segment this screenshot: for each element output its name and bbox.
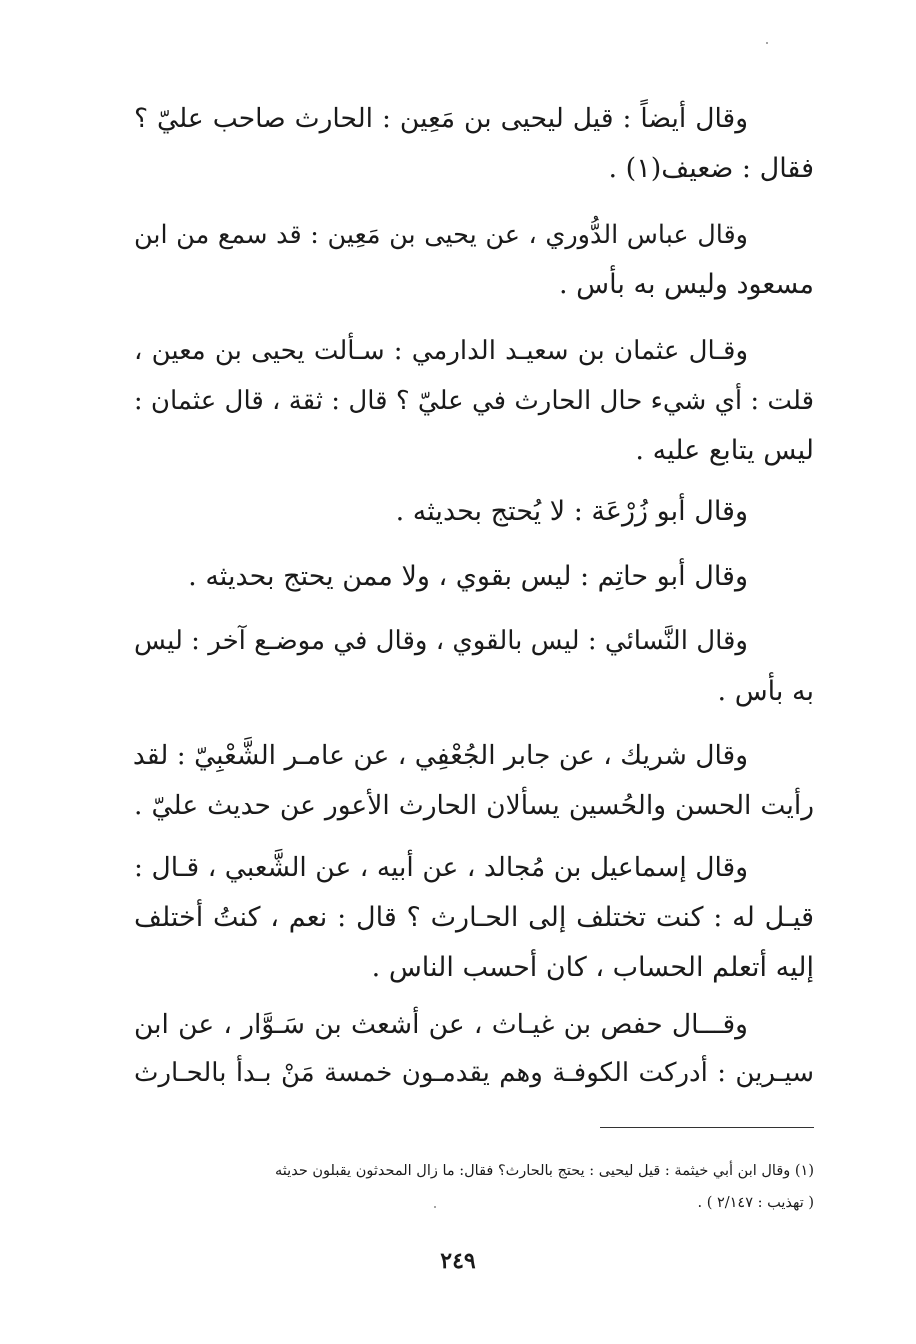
text-line: وقال إسماعيل بن مُجالد ، عن أبيه ، عن الشَّعبي ، قـال : (134, 852, 748, 883)
scan-speck (766, 42, 768, 44)
text-line: فقال : ضعيف(١) . (608, 153, 814, 184)
footnote-line: ( تهذيب : ٢/١٤٧ ) . (697, 1195, 814, 1211)
page-number: ٢٤٩ (440, 1248, 476, 1274)
text-line: وقال عباس الدُّوري ، عن يحيى بن مَعِين : قد سمع من ابن (134, 220, 748, 250)
footnote-separator (600, 1127, 814, 1128)
text-line: وقـــال حفص بن غيـاث ، عن أشعث بن سَـوَّار ، عن ابن (134, 1009, 748, 1040)
text-line: ليس يتابع عليه . (635, 435, 814, 466)
footnote-line: (١) وقال ابن أبي خيثمة : قيل ليحيى : يحتج بالحارث؟ فقال: ما زال المحدثون يقبلون حديثه (275, 1163, 814, 1179)
text-line: وقال أيضاً : قيل ليحيى بن مَعِين : الحارث صاحب عليّ ؟ (134, 103, 748, 134)
text-line: سيـرين : أدركت الكوفـة وهم يقدمـون خمسة مَنْ بـدأ بالحـارث (134, 1058, 814, 1088)
scan-speck (434, 1206, 436, 1208)
text-line: رأيت الحسن والحُسين يسألان الحارث الأعور عن حديث عليّ . (134, 790, 814, 821)
text-line: قلت : أي شيء حال الحارث في عليّ ؟ قال : ثقة ، قال عثمان : (133, 386, 814, 416)
text-line: وقال النَّسائي : ليس بالقوي ، وقال في موضـع آخر : ليس (134, 626, 748, 656)
text-line: مسعود وليس به بأس . (559, 269, 814, 300)
text-line: وقال أبو حاتِم : ليس بقوي ، ولا ممن يحتج بحديثه . (188, 561, 748, 592)
text-line: إليه أتعلم الحساب ، كان أحسب الناس . (371, 952, 814, 983)
text-line: قيـل له : كنت تختلف إلى الحـارث ؟ قال : نعم ، كنتُ أختلف (134, 902, 814, 933)
text-line: وقال أبو زُرْعَة : لا يُحتج بحديثه . (395, 496, 748, 527)
text-line: به بأس . (717, 676, 814, 707)
text-line: وقـال عثمان بن سعيـد الدارمي : سـألت يحيى بن معين ، (134, 336, 748, 366)
text-line: وقال شريك ، عن جابر الجُعْفِي ، عن عامـر الشَّعْبِيّ : لقد (132, 740, 748, 771)
